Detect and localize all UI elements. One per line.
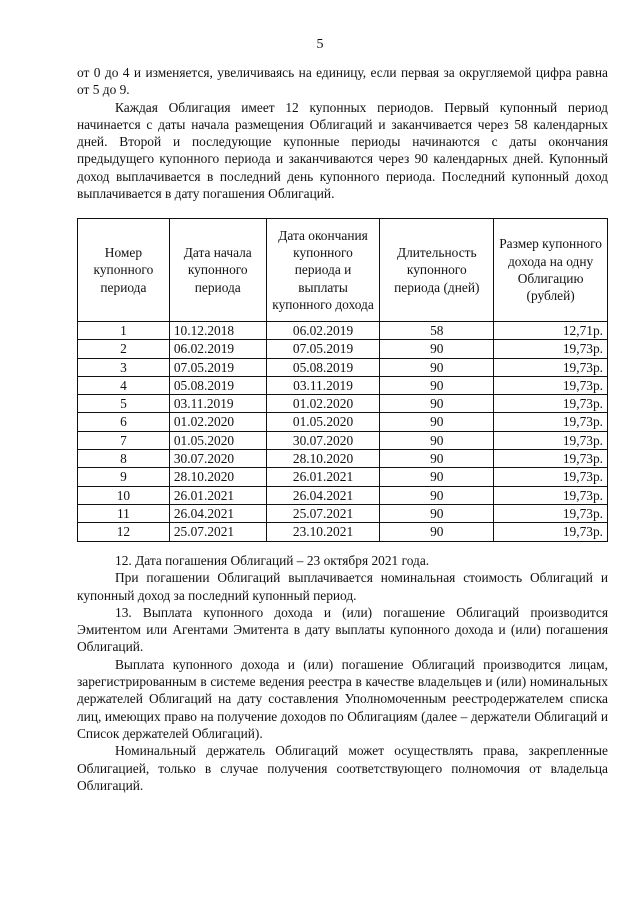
cell-duration: 90 xyxy=(380,468,494,486)
paragraph-payment-recipients: Выплата купонного дохода и (или) погашение Облигаций производится лицам, зарегистрированным в системе ведения реестра в качестве владельцев и (или) номинальных держателей Облигаций на дату составления Уполномоченным реестродержателем списка лиц, имеющих право на получение доходов по Облигациям (далее – держатели Облигаций и Список держателей Облигаций). xyxy=(77,656,608,741)
cell-end-date: 05.08.2019 xyxy=(266,358,380,376)
cell-duration: 90 xyxy=(380,376,494,394)
cell-duration: 90 xyxy=(380,358,494,376)
cell-duration: 90 xyxy=(380,395,494,413)
cell-period-number: 7 xyxy=(78,431,170,449)
table-row xyxy=(78,340,608,358)
cell-coupon-amount: 19,73р. xyxy=(494,340,608,358)
cell-coupon-amount: 19,73р. xyxy=(494,468,608,486)
cell-start-date: 26.04.2021 xyxy=(169,504,266,522)
table-row xyxy=(78,504,608,522)
cell-start-date: 01.02.2020 xyxy=(169,413,266,431)
cell-end-date: 23.10.2021 xyxy=(266,523,380,541)
cell-coupon-amount: 19,73р. xyxy=(494,413,608,431)
cell-end-date: 06.02.2019 xyxy=(266,322,380,340)
cell-end-date: 03.11.2019 xyxy=(266,376,380,394)
cell-coupon-amount: 19,73р. xyxy=(494,376,608,394)
cell-start-date: 07.05.2019 xyxy=(169,358,266,376)
cell-period-number: 1 xyxy=(78,322,170,340)
cell-duration: 90 xyxy=(380,450,494,468)
cell-period-number: 9 xyxy=(78,468,170,486)
cell-coupon-amount: 19,73р. xyxy=(494,504,608,522)
cell-period-number: 12 xyxy=(78,523,170,541)
cell-end-date: 01.02.2020 xyxy=(266,395,380,413)
cell-start-date: 05.08.2019 xyxy=(169,376,266,394)
cell-duration: 90 xyxy=(380,340,494,358)
cell-coupon-amount: 19,73р. xyxy=(494,486,608,504)
cell-start-date: 26.01.2021 xyxy=(169,486,266,504)
cell-coupon-amount: 19,73р. xyxy=(494,395,608,413)
page-number: 5 xyxy=(316,37,324,52)
paragraph-coupon-periods: Каждая Облигация имеет 12 купонных периодов. Первый купонный период начинается с даты начала размещения Облигаций и заканчивается через 58 календарных дней. Второй и последующие купонные периоды начинаются с даты окончания предыдущего купонного периода и заканчиваются через 90 календарных дней. Купонный доход выплачивается в последний день купонного периода. Последний купонный доход выплачивается в дату погашения Облигаций. xyxy=(77,99,608,202)
table-row xyxy=(78,413,608,431)
cell-end-date: 07.05.2019 xyxy=(266,340,380,358)
cell-duration: 90 xyxy=(380,431,494,449)
cell-period-number: 10 xyxy=(78,486,170,504)
paragraph-payment-by-issuer: 13. Выплата купонного дохода и (или) погашение Облигаций производится Эмитентом или Агентами Эмитента в дату выплаты купонного дохода и (или) погашения Облигаций. xyxy=(77,604,608,655)
cell-end-date: 01.05.2020 xyxy=(266,413,380,431)
cell-end-date: 30.07.2020 xyxy=(266,431,380,449)
table-row xyxy=(78,395,608,413)
table-row xyxy=(78,468,608,486)
table-row xyxy=(78,523,608,541)
cell-start-date: 06.02.2019 xyxy=(169,340,266,358)
cell-duration: 90 xyxy=(380,486,494,504)
cell-end-date: 25.07.2021 xyxy=(266,504,380,522)
paragraph-redemption-date: 12. Дата погашения Облигаций – 23 октября 2021 года. xyxy=(115,553,430,568)
table-row xyxy=(78,450,608,468)
cell-coupon-amount: 19,73р. xyxy=(494,450,608,468)
table-row xyxy=(78,431,608,449)
cell-coupon-amount: 19,73р. xyxy=(494,431,608,449)
cell-duration: 58 xyxy=(380,322,494,340)
cell-start-date: 03.11.2019 xyxy=(169,395,266,413)
cell-start-date: 10.12.2018 xyxy=(169,322,266,340)
paragraph-continuation: от 0 до 4 и изменяется, увеличиваясь на единицу, если первая за округляемой цифра равна от 5 до 9. xyxy=(77,65,608,98)
cell-period-number: 6 xyxy=(78,413,170,431)
coupon-table-wrapper xyxy=(77,218,608,542)
top-text-block xyxy=(77,64,608,202)
cell-period-number: 4 xyxy=(78,376,170,394)
table-row xyxy=(78,322,608,340)
table-body xyxy=(78,322,608,542)
cell-period-number: 8 xyxy=(78,450,170,468)
table-row xyxy=(78,376,608,394)
header-end-date: Дата окончания купонного периода и выплаты купонного дохода xyxy=(266,219,380,322)
table-header-row xyxy=(78,219,608,322)
cell-period-number: 3 xyxy=(78,358,170,376)
header-period-number: Номер купонного периода xyxy=(78,219,170,322)
cell-duration: 90 xyxy=(380,413,494,431)
table-row xyxy=(78,486,608,504)
paragraph-redemption-payment: При погашении Облигаций выплачивается номинальная стоимость Облигаций и купонный доход за последний купонный период. xyxy=(77,570,608,603)
cell-start-date: 30.07.2020 xyxy=(169,450,266,468)
cell-coupon-amount: 19,73р. xyxy=(494,523,608,541)
cell-coupon-amount: 19,73р. xyxy=(494,358,608,376)
cell-end-date: 26.04.2021 xyxy=(266,486,380,504)
cell-start-date: 28.10.2020 xyxy=(169,468,266,486)
cell-start-date: 01.05.2020 xyxy=(169,431,266,449)
cell-period-number: 5 xyxy=(78,395,170,413)
coupon-table xyxy=(77,218,608,542)
table-row xyxy=(78,358,608,376)
cell-period-number: 11 xyxy=(78,504,170,522)
cell-period-number: 2 xyxy=(78,340,170,358)
cell-duration: 90 xyxy=(380,504,494,522)
paragraph-nominee-holder: Номинальный держатель Облигаций может осуществлять права, закрепленные Облигацией, только в случае получения соответствующего полномочия от владельца Облигаций. xyxy=(77,743,608,793)
header-duration: Длительность купонного периода (дней) xyxy=(380,219,494,322)
header-start-date: Дата начала купонного периода xyxy=(169,219,266,322)
header-coupon-amount: Размер купонного дохода на одну Облигацию (рублей) xyxy=(494,219,608,322)
cell-duration: 90 xyxy=(380,523,494,541)
cell-start-date: 25.07.2021 xyxy=(169,523,266,541)
cell-end-date: 28.10.2020 xyxy=(266,450,380,468)
cell-end-date: 26.01.2021 xyxy=(266,468,380,486)
bottom-text-block xyxy=(77,552,608,794)
cell-coupon-amount: 12,71р. xyxy=(494,322,608,340)
